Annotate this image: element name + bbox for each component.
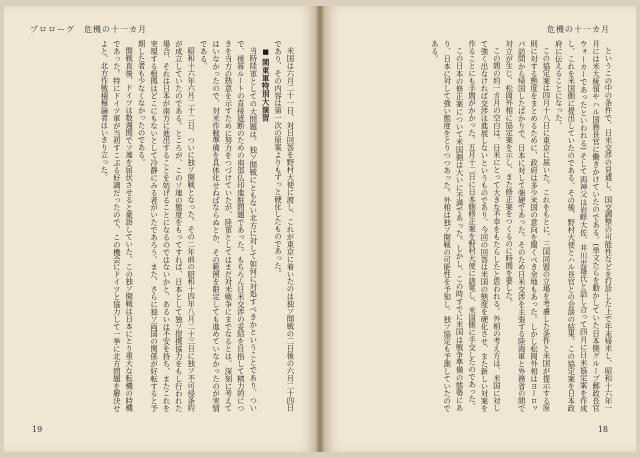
body-text — [344, 40, 614, 412]
book-spine — [316, 6, 324, 452]
section-title: ■ 関東軍特別大演習 — [259, 40, 271, 412]
running-header: 危機の十一カ月 — [547, 25, 610, 34]
body-text — [26, 40, 296, 412]
page-number: 18 — [597, 425, 608, 434]
left-page — [4, 6, 316, 452]
right-page — [324, 6, 636, 452]
paragraph: この間の約一カ月の空白は、日米にとって大きな不幸をもたらしたと思われる。外相の考え方は、米国に対して強く出なければ交渉は進展しないというものであり、今回の回答は米国の態度を硬化させ、また新しい対案を作ることにも手間がかかった。五月十二日に日本側修正案を野村大使に訓電し、米国側に手交したのであった。 — [467, 40, 502, 412]
paragraph: 米国は六月二十一日、対日回答を野村大使に渡し、これが東京に着いたのは独ソ開戦の二日後の六月二十四日であり、その内容は第一次の原案よりもずっと硬化したものであった。 — [273, 40, 295, 412]
paragraph: というこの中の条件で、日米交渉の見通し、国交調整の可能性などを打診した上で年末帰米し、昭和十六年一月には米大統領やハル国務長官に働きかけていたのである。(単文たらを動かしていた日本側グループ郵政長官ウォーカーであったといわれる) そして両神父は岩畔大佐、井川忠雄氏と話し合って四月に日米協定案を作成し、これを米国側に提出していたのである。その後、野村大使とハル長官との会談の結果、この協定案を日本政府に伝えることになった。 — [554, 40, 613, 412]
paragraph: この日本の修正案について米国側は大いに不満であった。しかし、この時すでに米国は戦争準備の態勢にあり、日本に対して強い態度をとりつつあった。外相は独ソ開戦の可能性を予知し、独ソ協定も予測していたのである。 — [430, 40, 465, 412]
paragraph: この協定案は四月十八日に東京に届いた。これをもとに、三国同盟の立場を考慮した条件と米国が提示する原則に対する態度をまとめるために、政府は多少米国の意向を聞くべき余地もあった。しかし松岡外相はヨーロッパ訪問から帰国したばかりで、日本に対して強硬であった。そのため日米交渉を主張する陸海軍と外務省の間で対立が生じ、松岡外相に協定案を示し、また修正案をつくるのに時間を要した。 — [504, 40, 551, 412]
paragraph: 開戦直後、ドイツは数週間でソ連を屈伏させると豪語していた。この独ソ開戦は日本にとり重大な転機の時機であった。特にドイツ軍が当初すこぶる好調だったので、この機会にドイツと協力して一挙に北方問題を解決せよと、北方作戦積極論者はいきり立った。 — [99, 40, 134, 412]
page-number: 19 — [32, 425, 43, 434]
paragraph: 昭和十六年六月二十二日、ついに独ソ開戦となった。その二年前の昭和十四年八月二十三日に独ソ不可侵条約が成立していたのである。ところが、このソ連の態度をもってすれば、日本として独ソ提携協力をもし行われた場合、それは日本が南方に進出することを妨げることになるのではないかと、あるいは不安を持ち、またこれを実現する根拠はどこにもないとして冷静にみる者がいたであろう。また、さらに独ソ両国の関係が好転すると予期した者も少なくなかったのである。 — [137, 40, 196, 412]
running-header: プロローグ 危機の十一カ月 — [30, 25, 147, 34]
paragraph: 当時陸軍としての大問題は、独ソ開戦にともない北方に対して如何に対処すべきかということであり、ついで、援蒋ルートの直接遮断のための南部仏印進駐問題であった。もちろん日米交渉の妥結を目指して精力的につきを当方の熱意を示すために努力をつづけていたが、陸軍としてはまだ対米戦争にまでなるとは、深刻に考えてはいなかったので、対米作戦準備を具体化せねばならぬとか、その範囲を限定しても進めていなかったのが実情である。 — [199, 40, 258, 412]
